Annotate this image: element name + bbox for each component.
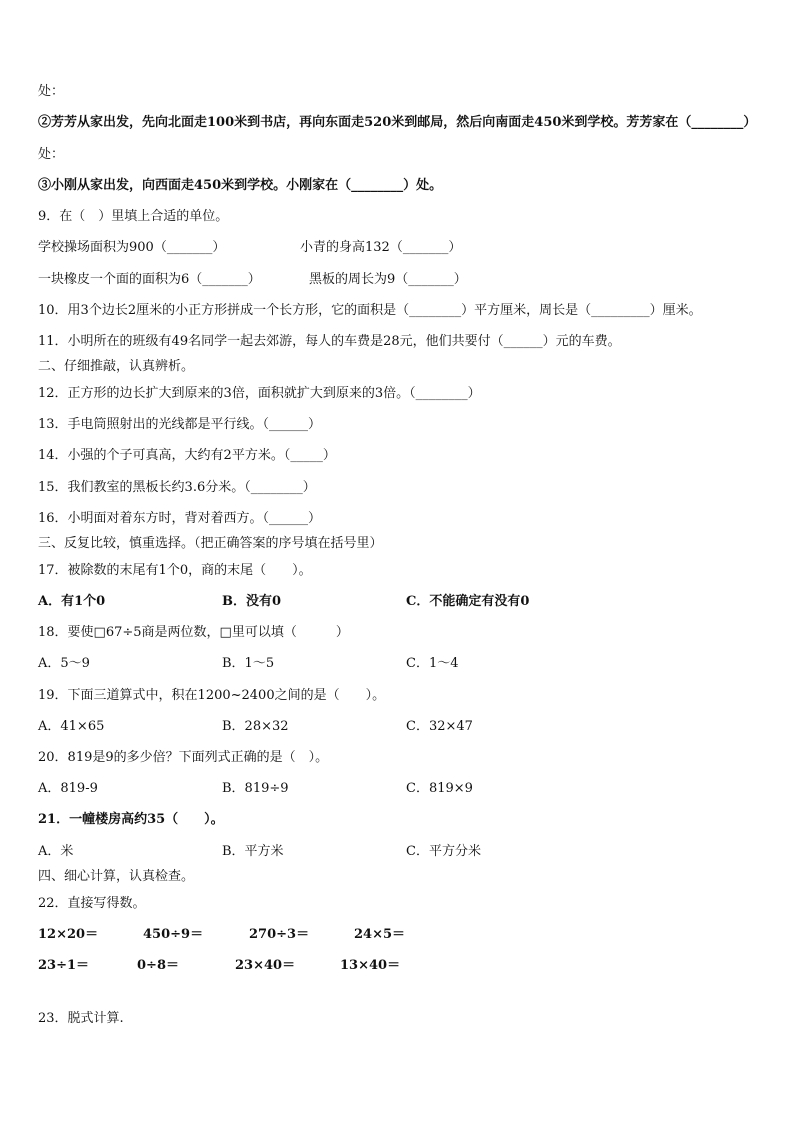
- calc-item: 450÷9＝: [143, 927, 204, 942]
- line-chu-2: 处：: [38, 147, 65, 162]
- question-20-option-c: C．819×9: [406, 781, 473, 796]
- question-19: 19．下面三道算式中，积在1200~2400之间的是（ ）。: [38, 688, 386, 703]
- question-11: 11．小明所在的班级有49名同学一起去郊游，每人的车费是28元，他们共要付（______）元的车费。: [38, 334, 621, 349]
- question-18-option-c: C．1～4: [406, 656, 459, 671]
- question-18-option-b: B．1～5: [222, 656, 275, 671]
- question-8-part-2: ②芳芳从家出发，先向北面走100米到书店，再向东面走520米到邮局，然后向南面走450米到学校。芳芳家在（________）: [38, 115, 757, 130]
- question-18-option-a: A．5～9: [38, 656, 90, 671]
- question-19-option-a: A．41×65: [38, 719, 105, 734]
- section-3-heading: 三、反复比较，慎重选择。（把正确答案的序号填在括号里）: [38, 536, 383, 551]
- question-12: 12．正方形的边长扩大到原来的3倍，面积就扩大到原来的3倍。（________）: [38, 386, 481, 401]
- question-10: 10．用3个边长2厘米的小正方形拼成一个长方形，它的面积是（________）平方厘米，周长是（_________）厘米。: [38, 303, 702, 318]
- section-2-heading: 二、仔细推敲，认真辨析。: [38, 359, 195, 374]
- calc-item: 13×40＝: [340, 958, 401, 973]
- section-4-heading: 四、细心计算，认真检查。: [38, 869, 195, 884]
- question-9-c: 一块橡皮一个面的面积为6（_______）: [38, 272, 261, 287]
- calc-item: 0÷8＝: [137, 958, 179, 973]
- question-17-option-b: B．没有0: [222, 594, 282, 609]
- question-19-option-c: C．32×47: [406, 719, 473, 734]
- question-17-option-c: C．不能确定有没有0: [406, 594, 530, 609]
- question-21-option-a: A．米: [38, 844, 74, 859]
- calc-item: 12×20＝: [38, 927, 99, 942]
- calc-item: 270÷3＝: [249, 927, 310, 942]
- question-9-d: 黑板的周长为9（_______）: [309, 272, 467, 287]
- calc-item: 24×5＝: [354, 927, 406, 942]
- calc-item: 23÷1＝: [38, 958, 90, 973]
- question-8-part-3: ③小刚从家出发，向西面走450米到学校。小刚家在（________）处。: [38, 178, 443, 193]
- question-15: 15．我们教室的黑板长约3.6分米。（________）: [38, 480, 316, 495]
- question-9-a: 学校操场面积为900（_______）: [38, 240, 226, 255]
- question-9-b: 小青的身高132（_______）: [300, 240, 462, 255]
- question-19-option-b: B．28×32: [222, 719, 289, 734]
- question-23: 23．脱式计算.: [38, 1011, 124, 1026]
- line-chu-1: 处：: [38, 84, 65, 99]
- question-16: 16．小明面对着东方时，背对着西方。（______）: [38, 511, 322, 526]
- question-20: 20．819是9的多少倍？下面列式正确的是（ ）。: [38, 750, 329, 765]
- calc-item: 23×40＝: [235, 958, 296, 973]
- question-14: 14．小强的个子可真高，大约有2平方米。（_____）: [38, 448, 336, 463]
- question-20-option-b: B．819÷9: [222, 781, 289, 796]
- question-22: 22．直接写得数。: [38, 896, 146, 911]
- question-17: 17．被除数的末尾有1个0，商的末尾（ ）。: [38, 563, 312, 578]
- question-17-option-a: A．有1个0: [38, 594, 106, 609]
- question-18: 18．要使□67÷5商是两位数，□里可以填（ ）: [38, 625, 349, 640]
- question-20-option-a: A．819-9: [38, 781, 98, 796]
- question-21-option-c: C．平方分米: [406, 844, 481, 859]
- question-9: 9．在（ ）里填上合适的单位。: [38, 209, 229, 224]
- question-21: 21．一幢楼房高约35（ ）。: [38, 812, 224, 827]
- question-13: 13．手电筒照射出的光线都是平行线。（______）: [38, 417, 322, 432]
- question-21-option-b: B．平方米: [222, 844, 284, 859]
